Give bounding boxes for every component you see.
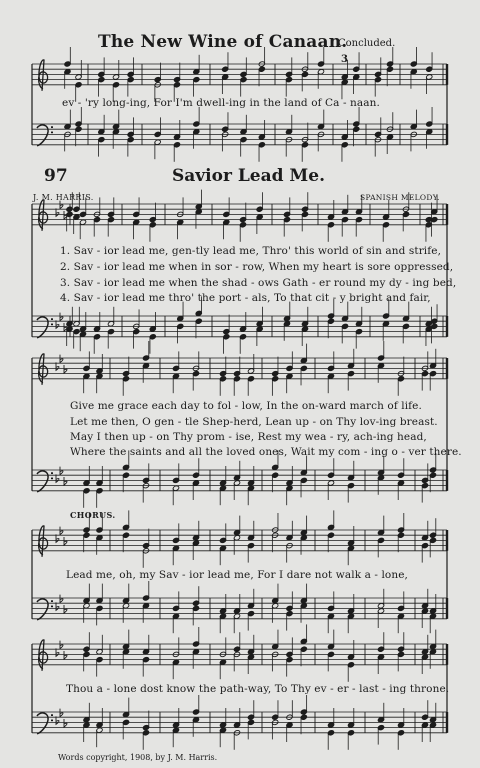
bass-clef-dot [51, 323, 53, 325]
verse-line: Where the saints and all the loved ones, Wait my com - ing o - ver there. [70, 446, 462, 458]
flat-icon [56, 648, 59, 656]
bass-clef-icon [37, 125, 48, 146]
flat-icon [64, 477, 67, 485]
flat-icon [64, 365, 67, 373]
flat-icon [60, 467, 63, 475]
flat-icon [64, 719, 67, 727]
bass-clef-icon [37, 599, 48, 620]
flat-icon [60, 709, 63, 717]
bass-clef-icon [37, 471, 48, 492]
flat-icon [60, 527, 63, 535]
treble-clef-icon [39, 354, 48, 385]
flat-icon [64, 651, 67, 659]
flat-icon [64, 537, 67, 545]
previous-hymn-lyric: ev - 'ry long-ing, For I'm dwell-ing in the land of Ca - naan. [62, 97, 380, 109]
chorus-line: Lead me, oh, my Sav - ior lead me, For I dare not walk a - lone, [66, 569, 408, 581]
bass-clef-icon [37, 317, 48, 338]
bass-clef-dot [51, 126, 53, 128]
verse-line: 2. Sav - ior lead me when in sor - row, When my heart is sore oppressed, [60, 261, 454, 273]
bass-clef-dot [51, 719, 53, 721]
hymn-title: Savior Lead Me. [172, 166, 325, 186]
treble-clef-icon [39, 60, 48, 91]
treble-clef-icon [39, 200, 48, 231]
verse-line: 3. Sav - ior lead me when the shad - ows Gath - er round my dy - ing bed, [60, 277, 457, 289]
flat-icon [64, 605, 67, 613]
verse-line: 1. Sav - ior lead me, gen-tly lead me, Thro' this world of sin and strife, [60, 245, 442, 257]
bass-clef-dot [51, 318, 53, 320]
flat-icon [56, 534, 59, 542]
flat-icon [56, 602, 59, 610]
flat-icon [60, 595, 63, 603]
copyright-footer: Words copyright, 1908, by J. M. Harris. [58, 753, 218, 762]
flat-icon [60, 355, 63, 363]
bass-clef-dot [51, 605, 53, 607]
hymn-author: J. M. HARRIS. [33, 193, 94, 202]
verse-line: 4. Sav - ior lead me thro' the port - als, To that cit - y bright and fair, [60, 292, 431, 304]
bass-clef-dot [51, 472, 53, 474]
measure-number: 3 [341, 54, 348, 65]
flat-icon [60, 313, 63, 321]
treble-clef-icon [39, 526, 48, 557]
bass-clef-dot [51, 714, 53, 716]
hymn-tune: SPANISH MELODY. [360, 193, 440, 202]
flat-icon [60, 641, 63, 649]
treble-clef-icon [39, 640, 48, 671]
previous-hymn-note: Concluded. [338, 38, 396, 49]
bass-clef-dot [51, 131, 53, 133]
chorus-label: CHORUS. [70, 510, 116, 520]
previous-hymn-title: The New Wine of Canaan. [98, 32, 348, 52]
chorus-line: Thou a - lone dost know the path-way, To Thy ev - er - last - ing throne. [66, 683, 450, 695]
bass-clef-icon [37, 713, 48, 734]
verse-line: Give me grace each day to fol - low, In the on-ward march of life. [70, 400, 422, 412]
bass-clef-dot [51, 600, 53, 602]
verse-line: Let me then, O gen - tle Shep-herd, Lean up - on Thy lov-ing breast. [70, 416, 438, 428]
hymn-number: 97 [44, 166, 68, 186]
bass-clef-dot [51, 477, 53, 479]
verse-line: May I then up - on Thy prom - ise, Rest my wea - ry, ach-ing head, [70, 431, 427, 443]
flat-icon [56, 716, 59, 724]
